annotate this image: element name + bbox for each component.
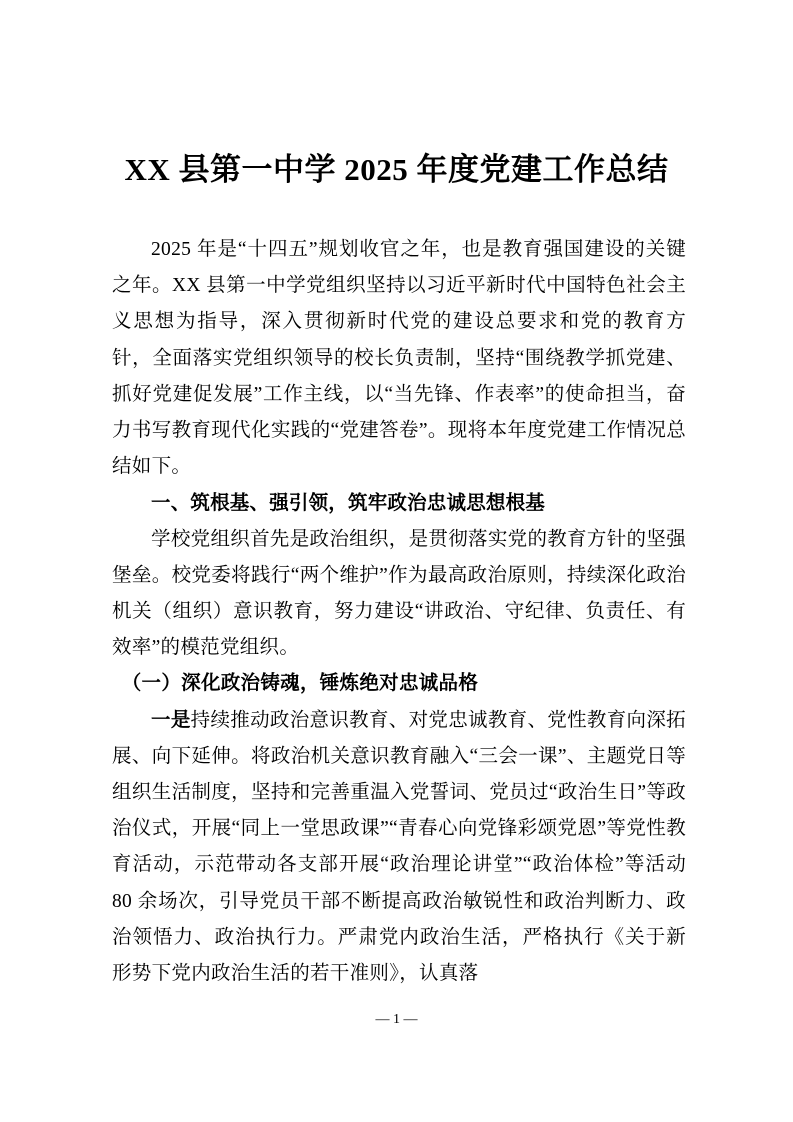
subsection-1-text: 持续推动政治意识教育、对党忠诚教育、党性教育向深拓展、向下延伸。将政治机关意识教育融入“三会一课”、主题党日等组织生活制度，坚持和完善重温入党誓词、党员过“政治生日”等政治仪式，开展“同上一堂思政课”“青春心向党锋彩颂党恩”等党性教育活动，示范带动各支部开展“政治理论讲堂”“政治体检”等活动 80 余场次，引导党员干部不断提高政治敏锐性和政治判断力、政治领悟力、政治执行力。严肃党内政治生活，严格执行《关于新形势下党内政治生活的若干准则》，认真落: [112, 709, 686, 985]
section-1-heading: 一、筑根基、强引领，筑牢政治忠诚思想根基: [151, 491, 546, 515]
document-title: XX 县第一中学 2025 年度党建工作总结: [124, 152, 669, 187]
subsection-1-heading: （一）深化政治铸魂，锤炼绝对忠诚品格: [121, 673, 479, 695]
page-number: — 1 —: [375, 1012, 418, 1027]
intro-paragraph: 2025 年是“十四五”规划收官之年，也是教育强国建设的关键之年。XX 县第一中学党组织坚持以习近平新时代中国特色社会主义思想为指导，深入贯彻新时代党的建设总要求和党的教育方针，全面落实党组织领导的校长负责制，坚持“围绕教学抓党建、抓好党建促发展”工作主线，以“当先锋、作表率”的使命担当，奋力书写教育现代化实践的“党建答卷”。现将本年度党建工作情况总结如下。: [112, 239, 686, 478]
subsection-1-paragraph: [112, 703, 686, 993]
section-1-paragraph: 学校党组织首先是政治组织，是贯彻落实党的教育方针的坚强堡垒。校党委将践行“两个维护”作为最高政治原则，持续深化政治机关（组织）意识教育，努力建设“讲政治、守纪律、负责任、有效率”的模范党组织。: [112, 528, 686, 659]
subsection-1-lead: 一是: [151, 709, 191, 731]
document-body: [112, 232, 686, 992]
